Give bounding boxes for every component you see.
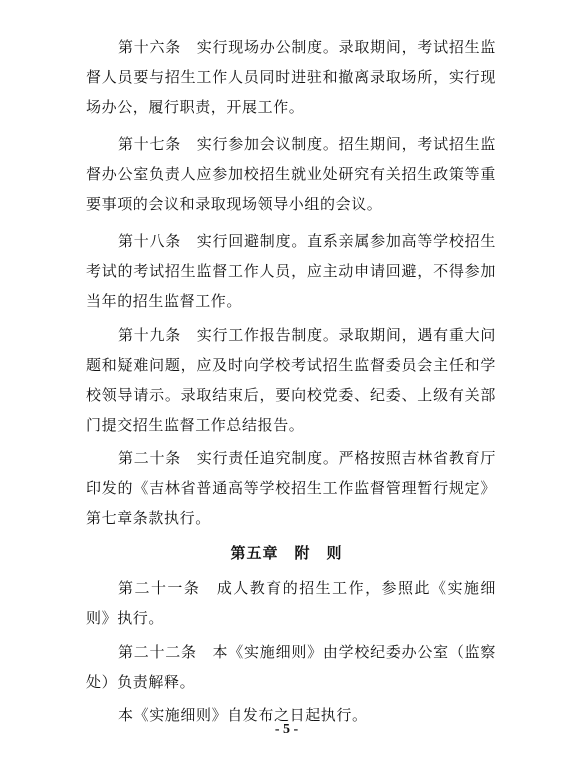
article-18-paragraph: 第十八条 实行回避制度。直系亲属参加高等学校招生考试的考试招生监督工作人员，应主动申请回避，不得参加当年的招生监督工作。 — [86, 232, 496, 310]
article-20-paragraph: 第二十条 实行责任追究制度。严格按照吉林省教育厅印发的《吉林省普通高等学校招生工作监督管理暂行规定》第七章条款执行。 — [86, 449, 496, 527]
article-19-paragraph: 第十九条 实行工作报告制度。录取期间，遇有重大问题和疑难问题，应及时向学校考试招生监督委员会主任和学校领导请示。录取结束后，要向校党委、纪委、上级有关部门提交招生监督工作总结报告。 — [86, 326, 496, 434]
page-number: - 5 - — [274, 722, 299, 737]
effective-date-paragraph: 本《实施细则》自发布之日起执行。 — [118, 706, 368, 724]
article-17-paragraph: 第十七条 实行参加会议制度。招生期间，考试招生监督办公室负责人应参加校招生就业处研究有关招生政策等重要事项的会议和录取现场领导小组的会议。 — [86, 135, 496, 213]
article-21-paragraph: 第二十一条 成人教育的招生工作，参照此《实施细则》执行。 — [86, 579, 496, 627]
article-16-paragraph: 第十六条 实行现场办公制度。录取期间，考试招生监督人员要与招生工作人员同时进驻和撤离录取场所，实行现场办公，履行职责，开展工作。 — [86, 38, 496, 116]
article-22-paragraph: 第二十二条 本《实施细则》由学校纪委办公室（监察处）负责解释。 — [86, 643, 496, 691]
chapter-heading: 第五章 附 则 — [230, 544, 343, 562]
